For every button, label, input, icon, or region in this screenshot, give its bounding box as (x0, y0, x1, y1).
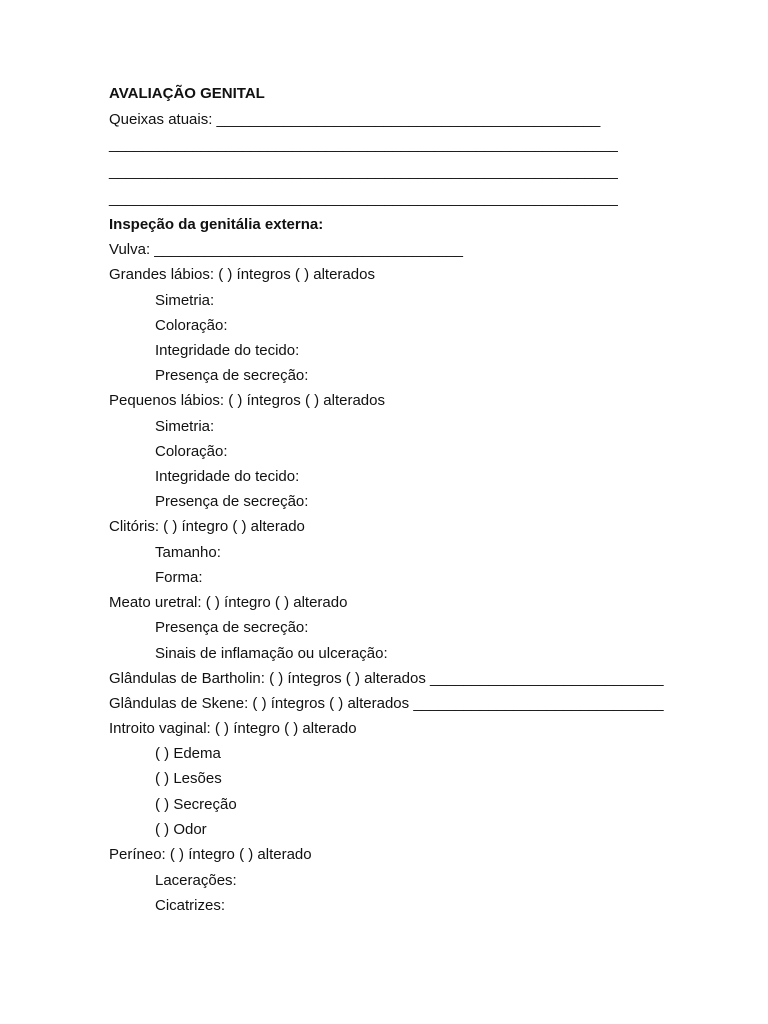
pequenos-labios-integridade: Integridade do tecido: (155, 468, 300, 485)
glandulas-bartholin-item: Glândulas de Bartholin: ( ) íntegros ( ) alterados ____________________________ (109, 670, 664, 687)
pequenos-labios-simetria: Simetria: (155, 418, 215, 435)
grandes-labios-secrecao: Presença de secreção: (155, 367, 309, 384)
clitoris-tamanho: Tamanho: (155, 544, 221, 561)
vulva-field: Vulva: _____________________________________ (109, 241, 463, 258)
introito-edema: ( ) Edema (155, 745, 221, 762)
meato-uretral-item: Meato uretral: ( ) íntegro ( ) alterado (109, 594, 348, 611)
blank-line-2: _____________________________________________________________ (109, 163, 618, 180)
grandes-labios-coloracao: Coloração: (155, 317, 228, 334)
section-heading-inspecao: Inspeção da genitália externa: (109, 216, 324, 233)
introito-secrecao: ( ) Secreção (155, 796, 237, 813)
pequenos-labios-item: Pequenos lábios: ( ) íntegros ( ) alterados (109, 392, 385, 409)
pequenos-labios-coloracao: Coloração: (155, 443, 228, 460)
meato-uretral-secrecao: Presença de secreção: (155, 619, 309, 636)
perineo-laceracoes: Lacerações: (155, 872, 237, 889)
pequenos-labios-secrecao: Presença de secreção: (155, 493, 309, 510)
queixas-atuais-field: Queixas atuais: ______________________________________________ (109, 111, 601, 128)
perineo-item: Períneo: ( ) íntegro ( ) alterado (109, 846, 312, 863)
glandulas-skene-item: Glândulas de Skene: ( ) íntegros ( ) alterados ______________________________ (109, 695, 664, 712)
grandes-labios-simetria: Simetria: (155, 292, 215, 309)
document-title: AVALIAÇÃO GENITAL (109, 85, 265, 102)
grandes-labios-integridade: Integridade do tecido: (155, 342, 300, 359)
blank-line-3: _____________________________________________________________ (109, 190, 618, 207)
introito-odor: ( ) Odor (155, 821, 207, 838)
meato-uretral-inflamacao: Sinais de inflamação ou ulceração: (155, 645, 388, 662)
perineo-cicatrizes: Cicatrizes: (155, 897, 226, 914)
clitoris-forma: Forma: (155, 569, 203, 586)
introito-lesoes: ( ) Lesões (155, 770, 222, 787)
clitoris-item: Clitóris: ( ) íntegro ( ) alterado (109, 518, 305, 535)
blank-line-1: _____________________________________________________________ (109, 136, 618, 153)
introito-vaginal-item: Introito vaginal: ( ) íntegro ( ) alterado (109, 720, 357, 737)
grandes-labios-item: Grandes lábios: ( ) íntegros ( ) alterados (109, 266, 375, 283)
